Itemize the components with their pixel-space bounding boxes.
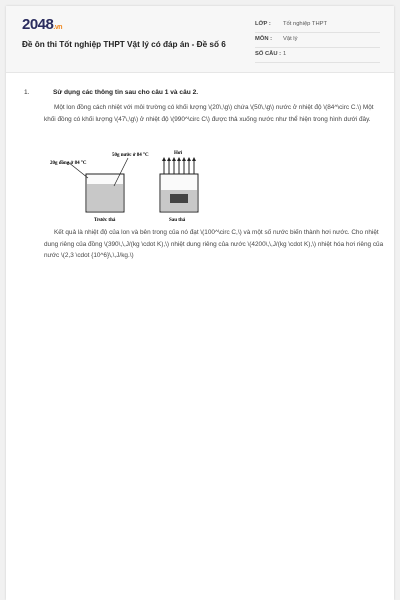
meta-value-subject: Vật lý: [283, 36, 298, 42]
question-paragraph-2: Kết quả là nhiệt độ của lon và bên trong của nó đạt \(100^\circ C,\) và một số nước biến thành hơi nước. Cho nhiệt dung riêng của đồng \(390\,\,J/(kg \cdot K),\) nhiệt dung riêng của nước \(4200\,\,J/(kg \cdot K),\) nhiệt hóa hơi riêng của nước \(2,3 \cdot {10^6}\,\,J/kg.\): [44, 229, 384, 259]
question-paragraph-1: Một lon đồng cách nhiệt với môi trường có khối lượng \(20\,\g\) chứa \(50\,\g\) nước ở nhiệt độ \(84^\circ C.\) Một khối đồng có khối lượng \(47\,\g\) ở nhiệt độ \(990^\circ C\) được thả xuống nước như thể hiện trong hình dưới đây.: [44, 104, 374, 123]
logo-main: 2048: [22, 16, 54, 33]
meta-label-class: LỚP :: [255, 21, 271, 27]
steam-arrowheads: [162, 157, 196, 161]
page-header: [6, 6, 394, 73]
label-can: 20g đồng ở 84 °C: [50, 161, 87, 166]
meta-value-count: 1: [283, 51, 287, 57]
meta-label-subject: MÔN :: [255, 36, 273, 42]
label-steam: Hơi: [174, 151, 183, 156]
meta-row-subject: [255, 33, 380, 48]
question-lead: Sử dụng các thông tin sau cho câu 1 và câu 2.: [53, 89, 199, 96]
experiment-figure: [48, 146, 203, 224]
meta-row-class: [255, 18, 380, 33]
document-page: [6, 6, 394, 600]
meta-row-count: [255, 48, 380, 63]
caption-after: Sau thả: [169, 218, 186, 223]
copper-block: [170, 194, 188, 203]
exam-title: Đề ôn thi Tốt nghiệp THPT Vật lý có đáp án - Đề số 6: [22, 40, 226, 49]
site-logo[interactable]: [22, 16, 62, 33]
logo-tld: .vn: [53, 24, 62, 31]
meta-value-class: Tốt nghiệp THPT: [283, 21, 328, 27]
water-before: [87, 184, 123, 211]
caption-before: Trước thả: [94, 218, 116, 223]
question-number: 1.: [24, 89, 30, 96]
steam-arrows: [164, 160, 194, 174]
label-water: 50g nước ở 84 °C: [112, 153, 149, 158]
meta-label-count: SỐ CÂU :: [255, 51, 282, 57]
beaker-after: [160, 157, 198, 212]
beaker-before: [68, 158, 128, 212]
